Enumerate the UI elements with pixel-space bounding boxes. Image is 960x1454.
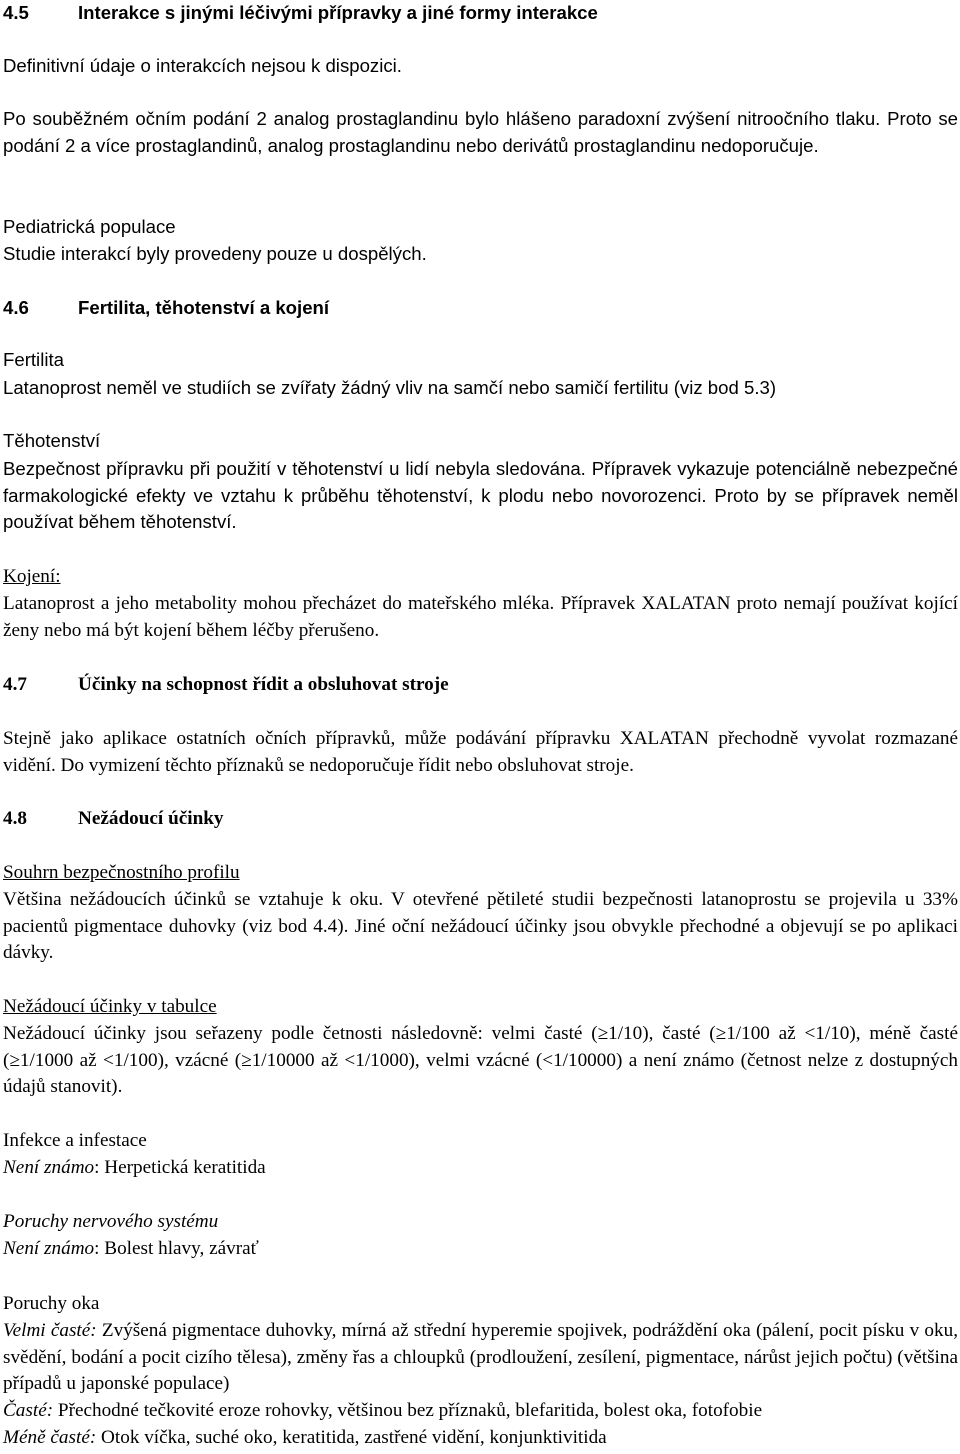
section-4-8-heading [3, 806, 958, 833]
section-number: 4.7 [3, 674, 27, 695]
infections-soc-heading: Infekce a infestace [3, 1130, 147, 1151]
fertility-subheading: Fertilita [3, 349, 64, 370]
frequency-label: Velmi časté: [3, 1320, 97, 1341]
frequency-label: Není známo [3, 1238, 95, 1259]
lactation-paragraph: Latanoprost a jeho metabolity mohou přecházet do mateřského mléka. Přípravek XALATAN proto nemají používat kojící ženy nebo má být kojení během léčby přerušeno. [3, 593, 958, 641]
section-title: Interakce s jinými léčivými přípravky a jiné formy interakce [78, 2, 598, 23]
safety-summary-paragraph: Většina nežádoucích účinků se vztahuje k oku. V otevřené pětileté studii bezpečnosti latanoprostu se projevila u 33% pacientů pigmentace duhovky (viz bod 4.4). Jiné oční nežádoucí účinky jsou obvykle přechodné a objevují se po aplikaci dávky. [3, 889, 958, 963]
section-number: 4.8 [3, 808, 27, 829]
tabulated-effects-subheading: Nežádoucí účinky v tabulce [3, 996, 217, 1017]
interactions-paragraph-2: Po souběžném očním podání 2 analog prostaglandinu bylo hlášeno paradoxní zvýšení nitroočního tlaku. Proto se podání 2 a více prostaglandinů, analog prostaglandinu nebo derivátů prostaglandinu nedoporučuje. [3, 108, 958, 156]
section-title: Fertilita, těhotenství a kojení [78, 297, 330, 318]
nervous-system-entry [3, 1236, 958, 1263]
pregnancy-paragraph: Bezpečnost přípravku při použití v těhotenství u lidí nebyla sledována. Přípravek vykazuje potenciálně nebezpečné farmakologické efekty ve vztahu k průběhu těhotenství, k plodu nebo novorozenci. Proto by se přípravek neměl používat během těhotenství. [3, 458, 958, 532]
interactions-paragraph-1: Definitivní údaje o interakcích nejsou k dispozici. [3, 55, 402, 76]
safety-summary-subheading: Souhrn bezpečnostního profilu [3, 862, 240, 883]
effect-text: : Bolest hlavy, závrať [94, 1238, 259, 1259]
frequency-label: Méně časté: [3, 1427, 97, 1448]
tabulated-effects-paragraph: Nežádoucí účinky jsou seřazeny podle četnosti následovně: velmi časté (≥1/10), časté (≥1/100 až <1/10), méně časté (≥1/1000 až <1/100), vzácné (≥1/10000 až <1/1000), velmi vzácné (<1/10000) a není známo (četnost nelze z dostupných údajů stanovit). [3, 1023, 958, 1097]
frequency-label: Časté: [3, 1400, 54, 1421]
infections-entry [3, 1155, 958, 1182]
section-title: Účinky na schopnost řídit a obsluhovat stroje [78, 674, 449, 695]
fertility-paragraph: Latanoprost neměl ve studiích se zvířaty žádný vliv na samčí nebo samičí fertilitu (viz bod 5.3) [3, 377, 777, 398]
driving-paragraph: Stejně jako aplikace ostatních očních přípravků, může podávání přípravku XALATAN přechodně vyvolat rozmazané vidění. Do vymizení těchto příznaků se nedoporučuje řídit nebo obsluhovat stroje. [3, 728, 958, 776]
frequency-label: Není známo [3, 1157, 95, 1178]
nervous-system-soc-heading: Poruchy nervového systému [3, 1211, 219, 1232]
section-4-5-heading [3, 0, 958, 27]
pediatric-paragraph: Studie interakcí byly provedeny pouze u dospělých. [3, 243, 427, 264]
section-4-7-heading [3, 672, 958, 699]
section-title: Nežádoucí účinky [78, 808, 224, 829]
section-number: 4.6 [3, 297, 29, 318]
effect-text: Přechodné tečkovité eroze rohovky, většinou bez příznaků, blefaritida, bolest oka, fotofobie [53, 1400, 763, 1421]
eye-common-entry [3, 1398, 958, 1425]
eye-very-common-entry [3, 1318, 958, 1398]
effect-text: : Herpetická keratitida [94, 1157, 266, 1178]
eye-uncommon-entry [3, 1425, 958, 1452]
section-number: 4.5 [3, 2, 29, 23]
eye-disorders-soc-heading: Poruchy oka [3, 1293, 100, 1314]
pregnancy-subheading: Těhotenství [3, 430, 101, 451]
section-4-6-heading [3, 295, 958, 322]
lactation-subheading: Kojení: [3, 566, 61, 587]
effect-text: Zvýšená pigmentace duhovky, mírná až střední hyperemie spojivek, podráždění oka (pálení, pocit písku v oku, svědění, bodání a pocit cizího tělesa), změny řas a chloupků (prodloužení, zesílení, pigmentace, nárůst jejich počtu) (většina případů u japonské populace) [3, 1320, 958, 1394]
effect-text: Otok víčka, suché oko, keratitida, zastřené vidění, konjunktivitida [96, 1427, 607, 1448]
pediatric-subheading: Pediatrická populace [3, 216, 176, 237]
